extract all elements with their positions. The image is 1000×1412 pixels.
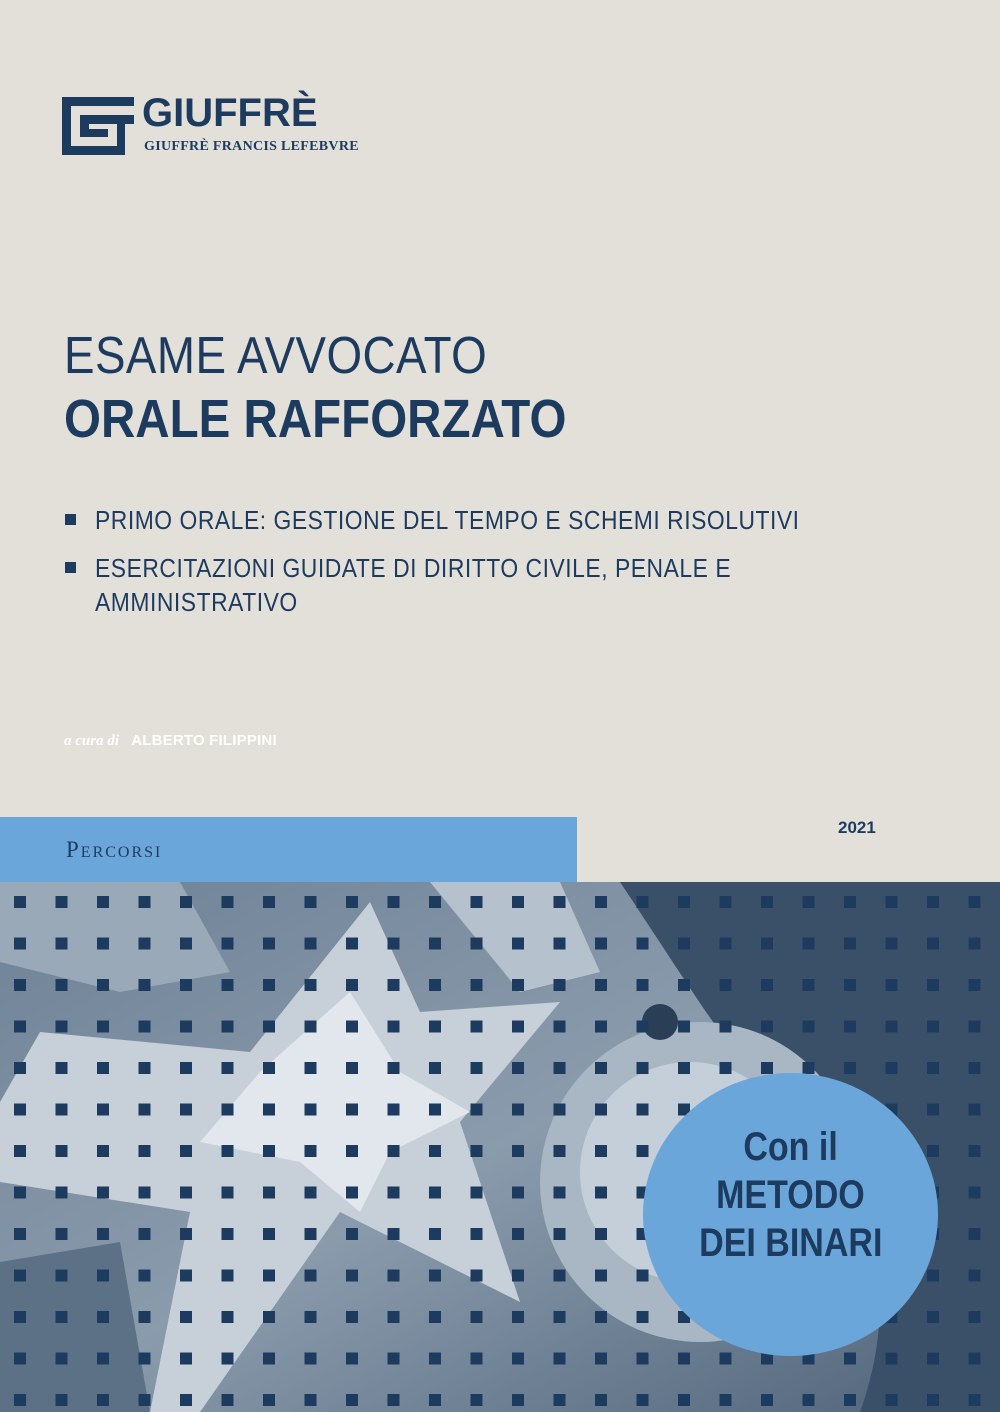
bullet-item: [64, 551, 944, 619]
badge-line-3: [643, 1221, 938, 1266]
credits-author: ALBERTO FILIPPINI: [131, 732, 277, 749]
bullet-text: ESERCITAZIONI GUIDATE DI DIRITTO CIVILE, PENALE E AMMINISTRATIVO: [95, 553, 732, 617]
badge-line-2: [643, 1173, 938, 1218]
publisher-subname: GIUFFRÈ FRANCIS LEFEBVRE: [144, 139, 359, 154]
badge-line-1-text: Con il: [743, 1125, 838, 1169]
title-line-2: ORALE RAFFORZATO: [64, 389, 567, 449]
promo-badge: [643, 1073, 938, 1356]
publication-year: 2021: [838, 818, 876, 837]
bullet-item: [64, 503, 944, 537]
publisher-logo-icon: [62, 97, 134, 155]
credits: [64, 732, 277, 750]
credits-prefix: a cura di: [64, 733, 120, 749]
badge-line-2-text: METODO: [716, 1173, 865, 1217]
title-line-1: ESAME AVVOCATO: [64, 327, 488, 385]
bullet-list: [64, 503, 944, 633]
bullet-text: PRIMO ORALE: GESTIONE DEL TEMPO E SCHEMI RISOLUTIVI: [95, 505, 800, 535]
series-band: [0, 817, 577, 882]
badge-line-1: [643, 1125, 938, 1170]
series-name: Percorsi: [66, 837, 163, 862]
publisher-name: GIUFFRÈ: [142, 91, 318, 135]
bullet-square-icon: [65, 562, 76, 573]
badge-line-3-text: DEI BINARI: [698, 1221, 883, 1265]
bullet-square-icon: [65, 514, 76, 525]
